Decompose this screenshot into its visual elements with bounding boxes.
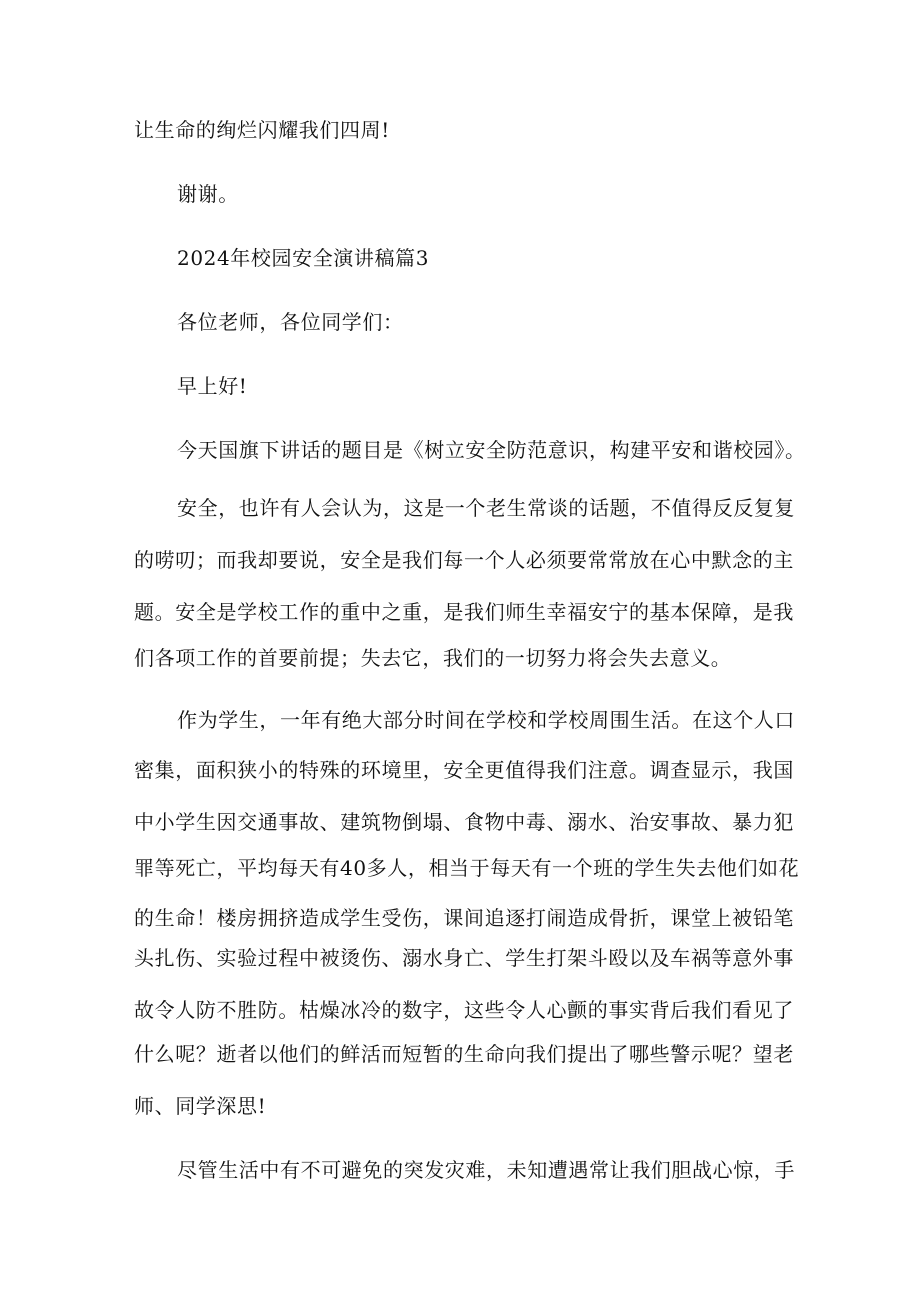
- paragraph-2-line: 故令人防不胜防。枯燥冰冷的数字，这些令人心颤的事实背后我们看见了: [134, 998, 794, 1022]
- paragraph-2-line: 罪等死亡，平均每天有40多人，相当于每天有一个班的学生失去他们如花: [134, 856, 800, 880]
- salutation: 各位老师，各位同学们：: [177, 310, 404, 334]
- intro-line: 让生命的绚烂闪耀我们四周!: [134, 118, 390, 142]
- paragraph-2-line: 头扎伤、实验过程中被烫伤、溺水身亡、学生打架斗殴以及车祸等意外事: [134, 946, 794, 970]
- paragraph-1-line: 题。安全是学校工作的重中之重，是我们师生幸福安宁的基本保障，是我: [134, 600, 794, 624]
- paragraph-2-line: 密集，面积狭小的特殊的环境里，安全更值得我们注意。调查显示，我国: [134, 758, 794, 782]
- paragraph-2-line: 的生命！楼房拥挤造成学生受伤，课间追逐打闹造成骨折，课堂上被铅笔: [134, 906, 794, 930]
- paragraph-1-line: 的唠叨；而我却要说，安全是我们每一个人必须要常常放在心中默念的主: [134, 548, 794, 572]
- paragraph-1-line: 们各项工作的首要前提；失去它，我们的一切努力将会失去意义。: [134, 646, 732, 670]
- paragraph-3-line: 尽管生活中有不可避免的突发灾难，未知遭遇常让我们胆战心惊，手: [177, 1158, 795, 1182]
- greeting: 早上好!: [177, 374, 248, 398]
- topic-line: 今天国旗下讲话的题目是《树立安全防范意识，构建平安和谐校园》。: [177, 438, 806, 462]
- paragraph-2-line: 作为学生，一年有绝大部分时间在学校和学校周围生活。在这个人口: [177, 708, 795, 732]
- paragraph-2-line: 什么呢？逝者以他们的鲜活而短暂的生命向我们提出了哪些警示呢？望老: [134, 1042, 794, 1066]
- paragraph-2-line: 中小学生因交通事故、建筑物倒塌、食物中毒、溺水、治安事故、暴力犯: [134, 810, 794, 834]
- paragraph-2-line: 师、同学深思!: [134, 1094, 267, 1118]
- thanks-line: 谢谢。: [177, 182, 239, 206]
- section-title: 2024年校园安全演讲稿篇3: [177, 246, 430, 270]
- paragraph-1-line: 安全，也许有人会认为，这是一个老生常谈的话题，不值得反反复复: [177, 496, 795, 520]
